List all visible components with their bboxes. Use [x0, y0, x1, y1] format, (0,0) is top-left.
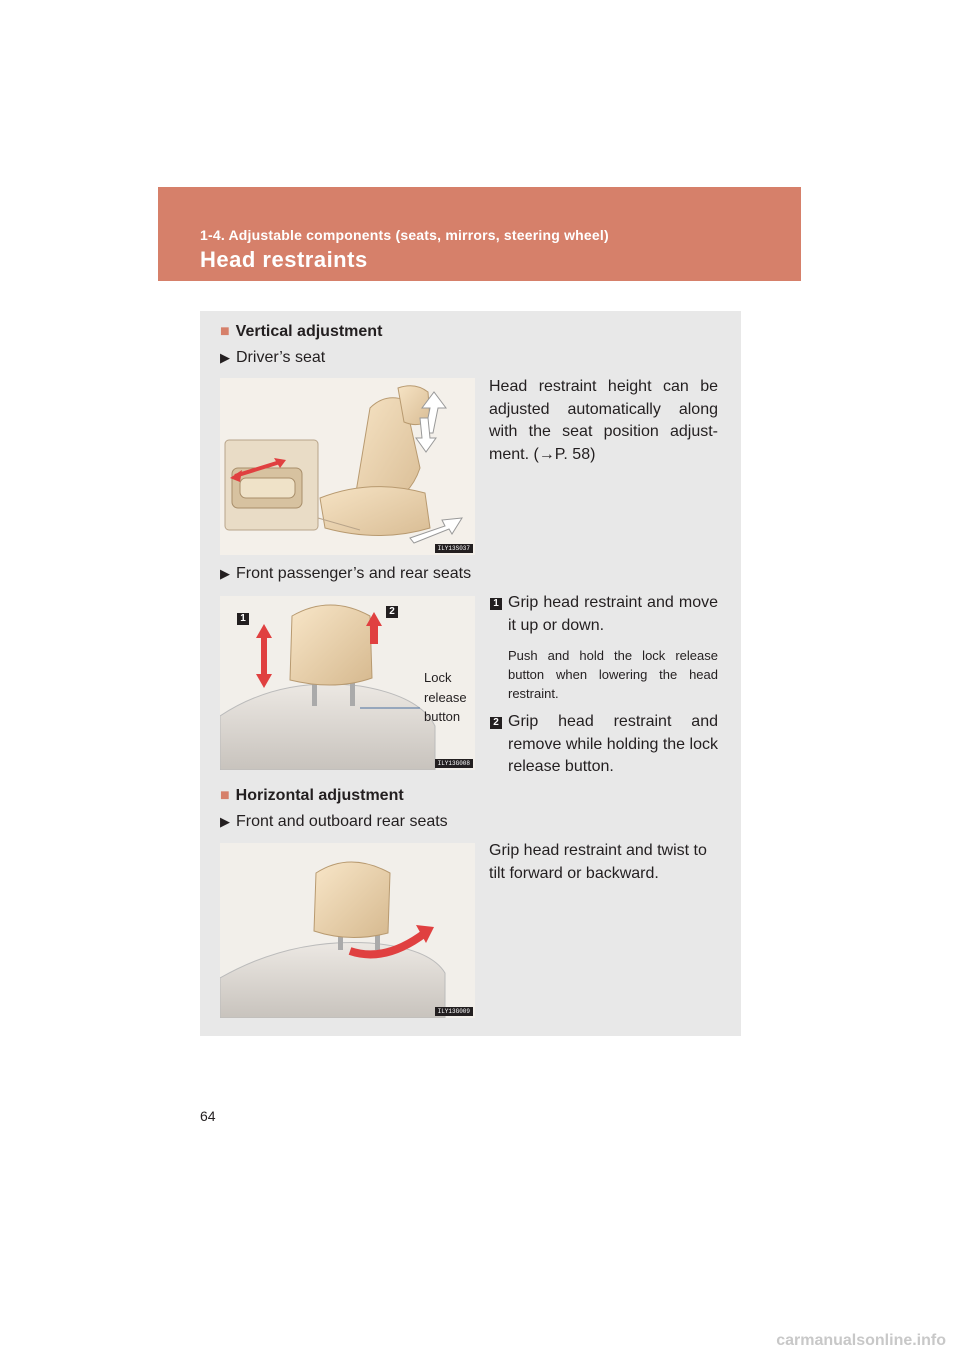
image-code: ILY13G008 — [435, 759, 473, 768]
page-number: 64 — [200, 1108, 216, 1124]
lock-release-button-label: Lock release button — [424, 670, 467, 724]
step-1-badge: 1 — [237, 613, 249, 625]
watermark: carmanualsonline.info — [776, 1332, 946, 1349]
image-code: ILY13S037 — [435, 544, 473, 553]
passenger-seats-label: ▶ Front passenger’s and rear seats — [220, 565, 472, 582]
horizontal-tilt-illustration — [220, 843, 475, 1018]
step-2-text: Grip head restraint and remove while holding the lock release button. — [508, 713, 718, 775]
page-title: Head restraints — [200, 247, 368, 272]
section-title: 1-4. Adjustable components (seats, mirrors, steering wheel) — [200, 227, 609, 243]
triangle-bullet-icon: ▶ — [220, 566, 230, 581]
step-1-badge: 1 — [490, 598, 502, 610]
horizontal-description: Grip head restraint and twist to tilt forward or backward. — [489, 842, 707, 882]
image-code: ILY13G009 — [435, 1007, 473, 1016]
triangle-bullet-icon: ▶ — [220, 350, 230, 365]
section-header — [158, 187, 801, 281]
step-2-badge: 2 — [386, 606, 398, 618]
outboard-seats-label: ▶ Front and outboard rear seats — [220, 813, 448, 830]
square-bullet-icon: ■ — [220, 323, 230, 340]
horizontal-adjustment-heading: ■ Horizontal adjustment — [220, 787, 404, 804]
step-1-note: Push and hold the lock release button when lowering the head restraint. — [508, 648, 718, 701]
driver-seat-description: Head restraint height can be adjusted automatically along with the seat position adjust- ment. (→P. 58) — [489, 378, 718, 463]
vertical-adjustment-heading: ■ Vertical adjustment — [220, 323, 383, 340]
step-2-badge: 2 — [490, 717, 502, 729]
step-1-text: Grip head restraint and move it up or down. — [508, 594, 718, 634]
driver-seat-label: ▶ Driver’s seat — [220, 349, 326, 366]
square-bullet-icon: ■ — [220, 787, 230, 804]
driver-seat-illustration — [220, 378, 475, 555]
triangle-bullet-icon: ▶ — [220, 814, 230, 829]
